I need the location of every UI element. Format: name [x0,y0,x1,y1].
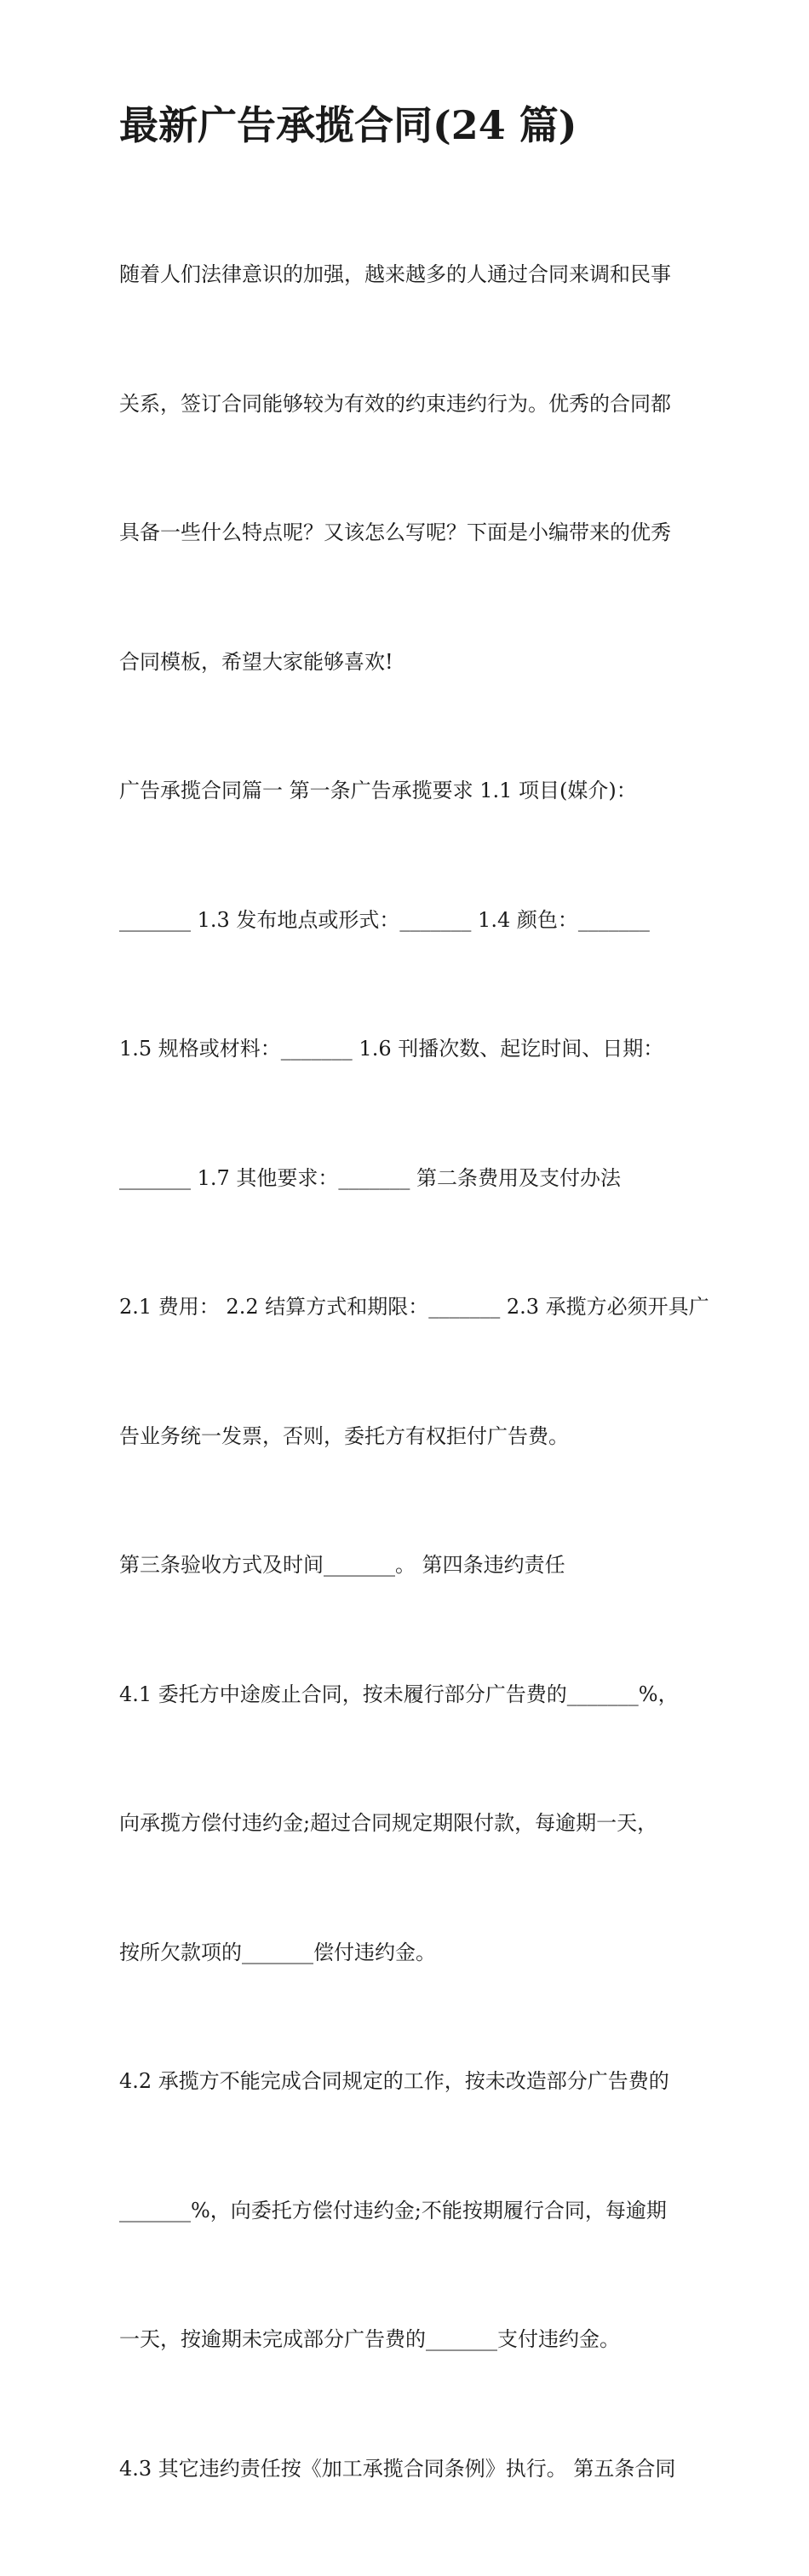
body-line: 2.1 费用： 2.2 结算方式和期限：_______ 2.3 承揽方必须开具广 [119,1295,709,1319]
body-line: 4.2 承揽方不能完成合同规定的工作，按未改造部分广告费的 [119,2069,669,2093]
body-line: 一天，按逾期未完成部分广告费的_______支付违约金。 [119,2327,620,2351]
body-line: _______%，向委托方偿付违约金;不能按期履行合同，每逾期 [119,2198,667,2222]
document-content [119,95,709,2576]
body-line: 随着人们法律意识的加强，越来越多的人通过合同来调和民事 [119,262,671,286]
body-line: 4.1 委托方中途废止合同，按未履行部分广告费的_______%， [119,1682,679,1706]
body-line: 1.5 规格或材料：_______ 1.6 刊播次数、起讫时间、日期： [119,1037,664,1061]
body-line: 告业务统一发票，否则，委托方有权拒付广告费。 [119,1423,569,1448]
body-line: 关系，签订合同能够较为有效的约束违约行为。优秀的合同都 [119,391,671,416]
body-line: 具备一些什么特点呢？又该怎么写呢？下面是小编带来的优秀 [119,520,671,544]
body-line: 第三条验收方式及时间_______。 第四条违约责任 [119,1553,565,1577]
body-line: _______ 1.3 发布地点或形式：_______ 1.4 颜色：_______ [119,907,650,932]
body-line: 4.3 其它违约责任按《加工承揽合同条例》执行。 第五条合同 [119,2456,676,2481]
document-title: 最新广告承揽合同(24 篇) [119,102,577,148]
document-body [119,167,709,2576]
body-line: 向承揽方偿付违约金;超过合同规定期限付款，每逾期一天， [119,1811,658,1835]
body-line: 广告承揽合同篇一 第一条广告承揽要求 1.1 项目(媒介)： [119,779,637,802]
body-line: 按所欠款项的_______偿付违约金。 [119,1940,436,1964]
body-line: 合同模板，希望大家能够喜欢! [119,649,393,674]
body-line: _______ 1.7 其他要求：_______ 第二条费用及支付办法 [119,1165,622,1190]
